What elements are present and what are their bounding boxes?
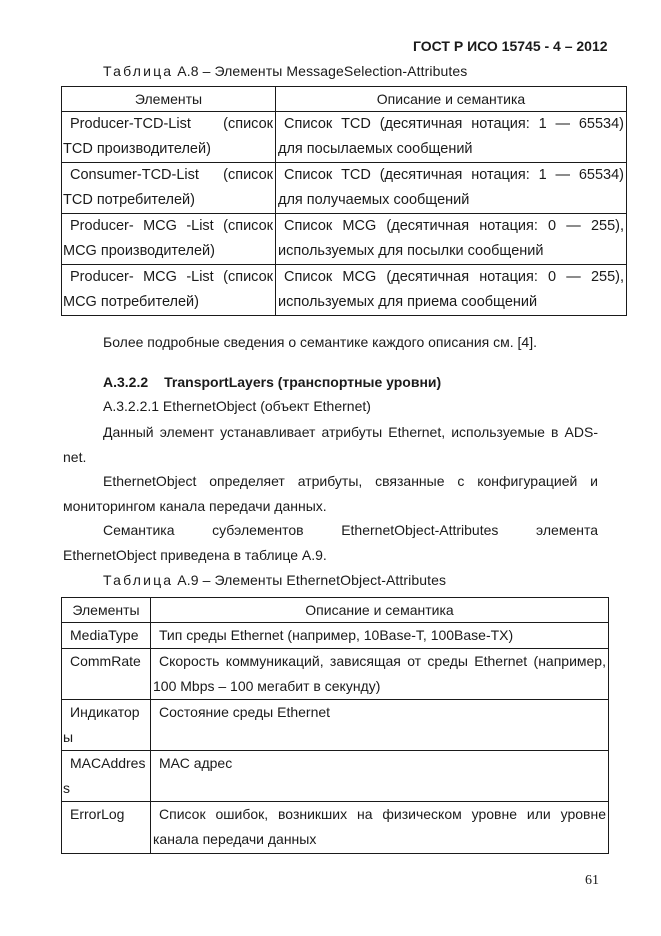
table-row: CommRate Скорость коммуникаций, зависящая от среды Ethernet (например, 100 Mbps – 100 мегабит в секунду) bbox=[62, 649, 609, 700]
table-row: Индикатор ы Состояние среды Ethernet bbox=[62, 700, 609, 751]
table-a9 bbox=[61, 597, 609, 854]
more-info-text: Более подробные сведения о семантике каждого описания см. [4]. bbox=[103, 334, 537, 350]
table-a8 bbox=[61, 86, 627, 316]
table-row: Producer-TCD-List (список TCD производителей) Список TCD (десятичная нотация: 1 — 65534) для посылаемых сообщений bbox=[62, 112, 627, 163]
table-row: ErrorLog Список ошибок, возникших на физическом уровне или уровне канала передачи данных bbox=[62, 802, 609, 854]
table-row: Producer- MCG -List (список MCG потребителей) Список MCG (десятичная нотация: 0 — 255), используемых для приема сообщений bbox=[62, 265, 627, 316]
table-row: MACAddres s МАС адрес bbox=[62, 751, 609, 802]
page-number: 61 bbox=[585, 873, 599, 888]
table-header-description: Описание и семантика bbox=[276, 87, 627, 112]
table-header-description: Описание и семантика bbox=[151, 598, 609, 623]
table-a8-caption: Таблица А.8 – Элементы MessageSelection-Attributes bbox=[103, 63, 468, 79]
paragraph-line: Семантика субэлементов EthernetObject-Attributes элемента bbox=[103, 522, 598, 538]
table-header-elements: Элементы bbox=[62, 598, 151, 623]
subsection-heading: А.3.2.2.1 EthernetObject (объект Ethernet) bbox=[103, 398, 371, 414]
section-heading: А.3.2.2 TransportLayers (транспортные уровни) bbox=[103, 374, 442, 390]
paragraph-line: net. bbox=[63, 449, 87, 465]
paragraph-line: EthernetObject приведена в таблице А.9. bbox=[63, 547, 327, 563]
paragraph-line: Данный элемент устанавливает атрибуты Ethernet, используемые в ADS- bbox=[103, 424, 598, 440]
table-header-elements: Элементы bbox=[62, 87, 276, 112]
document-code: ГОСТ Р ИСО 15745 - 4 – 2012 bbox=[413, 38, 608, 54]
table-a9-caption: Таблица А.9 – Элементы EthernetObject-Attributes bbox=[103, 572, 447, 588]
paragraph-line: EthernetObject определяет атрибуты, связанные с конфигурацией и bbox=[103, 473, 598, 489]
table-row: MediaType Тип среды Ethernet (например, 10Base-T, 100Base-TX) bbox=[62, 623, 609, 649]
table-row: Consumer-TCD-List (список TCD потребителей) Список TCD (десятичная нотация: 1 — 65534) для получаемых сообщений bbox=[62, 163, 627, 214]
paragraph-line: мониторингом канала передачи данных. bbox=[63, 498, 327, 514]
table-row: Producer- MCG -List (список MCG производителей) Список MCG (десятичная нотация: 0 — 255), используемых для посылки сообщений bbox=[62, 214, 627, 265]
